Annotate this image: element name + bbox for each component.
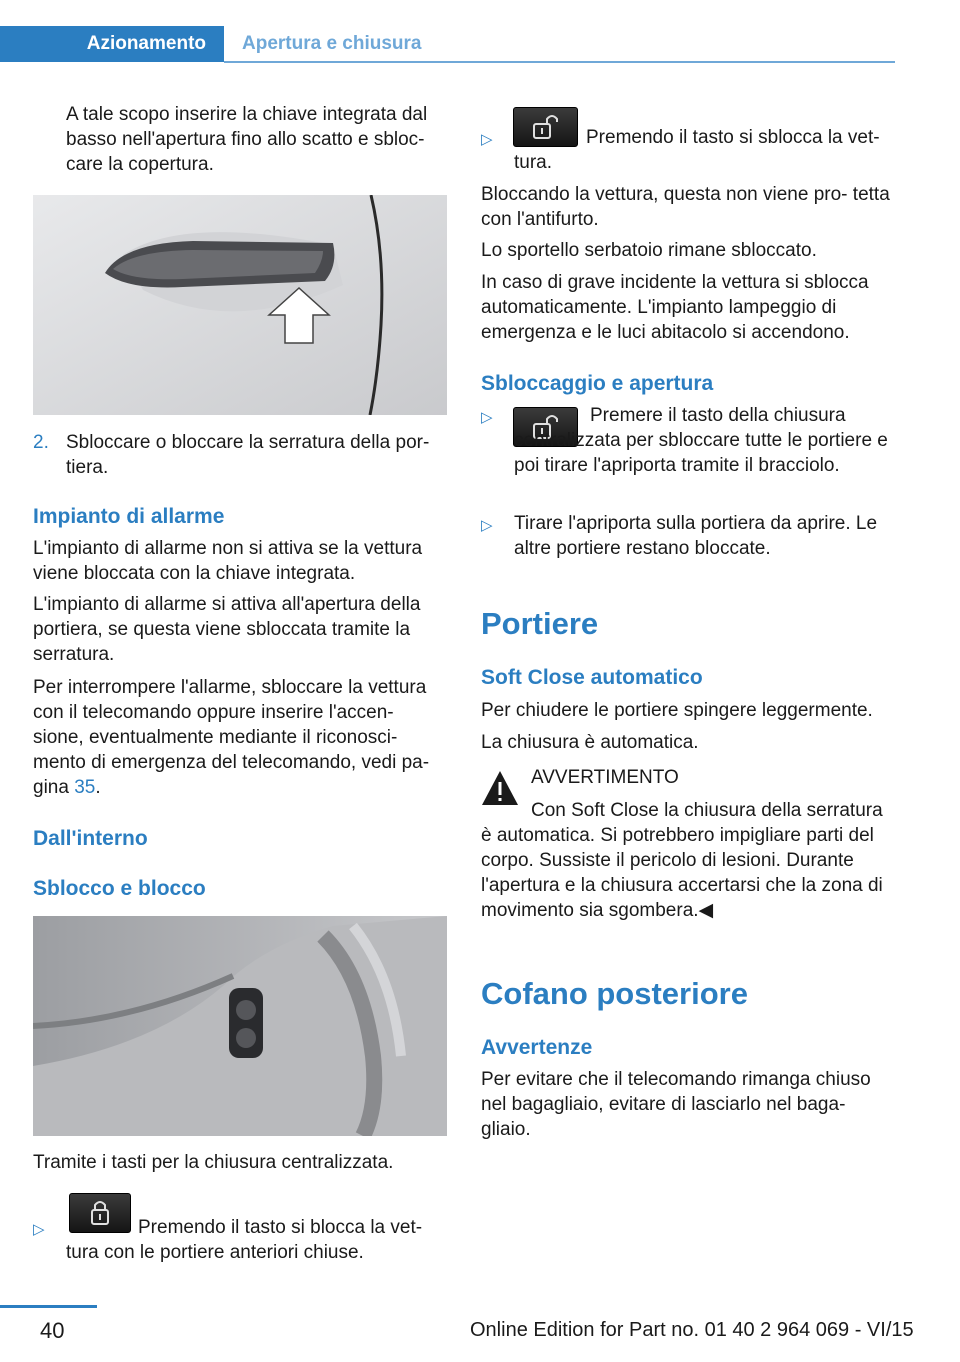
- step-number: 2.: [33, 432, 49, 453]
- step-text: Sbloccare o bloccare la serratura della por- tiera.: [66, 432, 430, 478]
- paragraph: Bloccando la vettura, questa non viene pro- tetta con l'antifurto.: [481, 184, 890, 230]
- page-link[interactable]: 35: [74, 777, 96, 798]
- section-tab-active: Azionamento: [0, 26, 224, 62]
- heading-soft-close: Soft Close automatico: [481, 666, 703, 689]
- triangle-bullet-icon: ▷: [481, 131, 493, 148]
- triangle-bullet-icon: ▷: [481, 517, 493, 534]
- heading-unlock-open: Sbloccaggio e apertura: [481, 372, 714, 395]
- paragraph: Lo sportello serbatoio rimane sbloccato.: [481, 240, 817, 261]
- heading-lock: Sblocco e blocco: [33, 877, 206, 900]
- edition-note: Online Edition for Part no. 01 40 2 964 069 - VI/15: [470, 1319, 914, 1341]
- footer-rule: [0, 1305, 97, 1308]
- heading-doors: Portiere: [481, 606, 599, 641]
- bullet-text: Premendo il tasto si blocca la vet- tura con le portiere anteriori chiuse.: [66, 1217, 423, 1263]
- heading-alarm: Impianto di allarme: [33, 505, 225, 528]
- header-divider: [224, 61, 895, 63]
- section-tab: Apertura e chiusura: [242, 33, 422, 54]
- bullet-text: Tirare l'apriporta sulla portiera da aprire. Le altre portiere restano bloccate.: [514, 513, 878, 559]
- triangle-bullet-icon: ▷: [33, 1221, 45, 1238]
- heading-inside: Dall'interno: [33, 827, 148, 850]
- alarm-paragraph: Per interrompere l'allarme, sbloccare la vettura con il telecomando oppure inserire l'accen- sione, eventualmente mediante il riconosci- mento di emergenza del telecomando, vedi pa- gina 35.: [33, 677, 430, 798]
- heading-notes: Avvertenze: [481, 1036, 593, 1059]
- triangle-bullet-icon: ▷: [481, 409, 493, 426]
- paragraph: La chiusura è automatica.: [481, 732, 699, 753]
- bullet-text: Premendo il tasto si sblocca la vet- tura.: [514, 127, 880, 173]
- paragraph: Per chiudere le portiere spingere leggermente.: [481, 700, 873, 721]
- intro-text: A tale scopo inserire la chiave integrata dal basso nell'apertura fino allo scatto e sbloc- care la copertura.: [66, 104, 428, 175]
- interior-door-photo: [33, 916, 447, 1136]
- door-handle-photo: [33, 195, 447, 415]
- image-caption: Tramite i tasti per la chiusura centralizzata.: [33, 1152, 394, 1173]
- heading-tailgate: Cofano posteriore: [481, 976, 748, 1011]
- paragraph: In caso di grave incidente la vettura si sblocca automaticamente. L'impianto lampeggio di emergenza e le luci abitacolo si accendono.: [481, 272, 869, 343]
- bullet-text: Premere il tasto della chiusura centralizzata per sbloccare tutte le portiere e poi tirare l'apriporta tramite il bracciolo.: [514, 405, 888, 476]
- paragraph: Per evitare che il telecomando rimanga chiuso nel bagagliaio, evitare di lasciarlo nel baga- gliaio.: [481, 1069, 871, 1140]
- alarm-paragraph: L'impianto di allarme non si attiva se la vettura viene bloccata con la chiave integrata.: [33, 538, 423, 584]
- alarm-paragraph: L'impianto di allarme si attiva all'apertura della portiera, se questa viene sbloccata tramite la serratura.: [33, 594, 421, 665]
- warning-title: AVVERTIMENTO: [531, 767, 679, 788]
- warning-text: Con Soft Close la chiusura della serratura è automatica. Si potrebbero impigliare parti del corpo. Sussiste il pericolo di lesioni. Durante l'apertura e la chiusura accertarsi che la zona di movimento sia sgombera.◀: [481, 800, 883, 921]
- page-number: 40: [40, 1318, 65, 1343]
